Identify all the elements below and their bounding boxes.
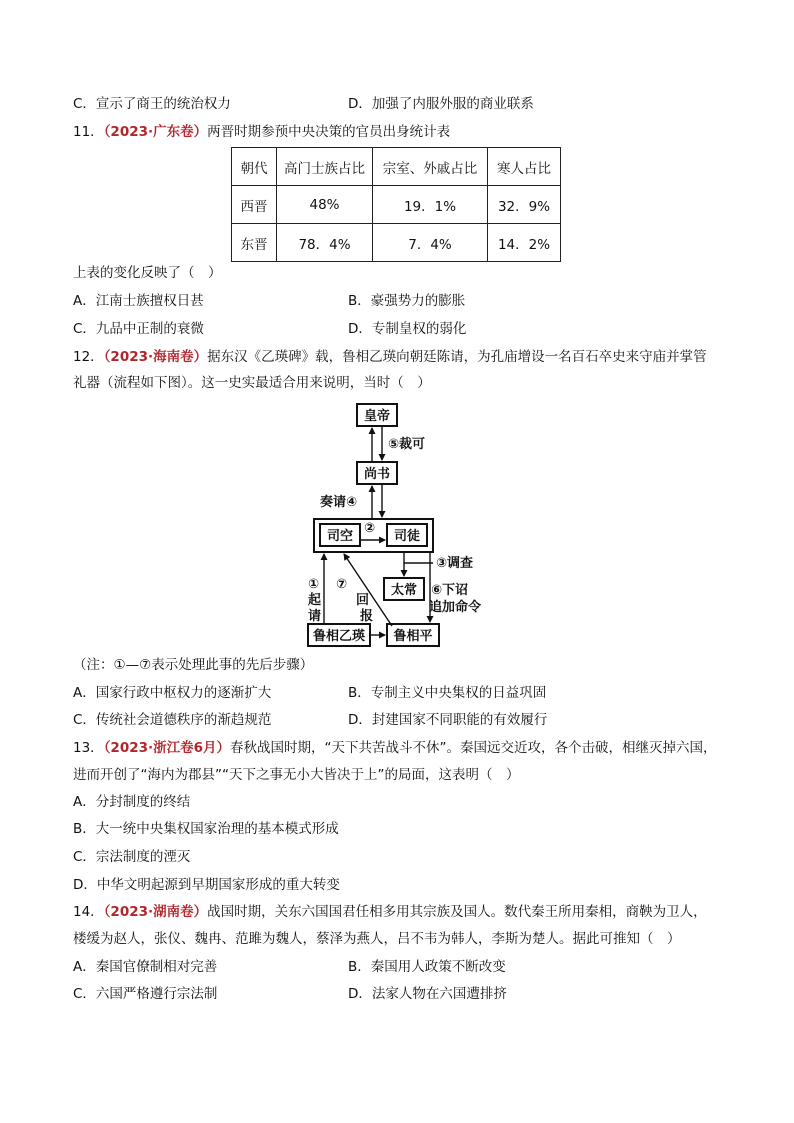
q13-number: 13． — [73, 740, 104, 756]
q14-option-c: C．六国严格遵行宗法制 — [73, 986, 218, 1002]
q11-option-c: C．九品中正制的衰微 — [73, 321, 204, 337]
q14-source: （2023·湖南卷） — [103, 904, 208, 920]
label-step1-circle: ① — [308, 577, 320, 592]
label-shangshu: 尚书 — [363, 467, 391, 482]
q14-stem-line2: 楼缓为赵人，张仪、魏冉、范雎为魏人，蔡泽为燕人，吕不韦为韩人，李斯为楚人。据此可推知（ ） — [73, 931, 681, 947]
table-row — [232, 186, 561, 224]
q11-statistics-table — [231, 147, 561, 262]
arrow-situ-to-taichang — [404, 563, 433, 576]
q12-option-b: B．专制主义中央集权的日益巩固 — [348, 685, 547, 701]
q13-source: （2023·浙江卷6月） — [103, 740, 231, 756]
q14-option-b: B．秦国用人政策不断改变 — [348, 959, 506, 975]
q13-stem-line1 — [73, 739, 717, 757]
q13-option-b: B．大一统中央集权国家治理的基本模式形成 — [73, 821, 339, 837]
table-header-cell: 寒人占比 — [488, 148, 561, 186]
q12-flow-diagram — [300, 398, 482, 650]
q13-option-a: A．分封制度的终结 — [73, 794, 191, 810]
label-luxiang-yiying: 鲁相乙瑛 — [312, 629, 366, 644]
table-cell: 48% — [277, 186, 373, 224]
label-step1-a: 起 — [308, 593, 322, 608]
q12-stem-line1 — [73, 348, 707, 366]
label-step6b: 追加命令 — [429, 600, 482, 615]
q13-option-c: C．宗法制度的湮灭 — [73, 849, 191, 865]
q11-option-a: A．江南士族擅权日甚 — [73, 293, 204, 309]
label-step6a: ⑥下诏 — [431, 583, 469, 598]
label-luxiang-ping: 鲁相平 — [393, 629, 433, 644]
q11-question: 上表的变化反映了（ ） — [73, 265, 222, 281]
q14-stem-text: 战国时期，关东六国国君任相多用其宗族及国人。数代秦王所用秦相，商鞅为卫人， — [207, 904, 707, 920]
q11-source: （2023·广东卷） — [103, 124, 208, 140]
q14-stem-line1 — [73, 903, 707, 921]
q12-number: 12． — [73, 349, 104, 365]
q13-stem-text: 春秋战国时期，“天下共苦战斗不休”。秦国远交近攻，各个击破，相继灭掉六国， — [230, 740, 717, 756]
label-step7-circle: ⑦ — [336, 577, 348, 592]
q11-stem — [73, 123, 450, 141]
q12-stem-text: 据东汉《乙瑛碑》载，鲁相乙瑛向朝廷陈请，为孔庙增设一名百石卒史来守庙并掌管 — [207, 349, 707, 365]
table-cell: 西晋 — [232, 186, 277, 224]
table-cell: 14．2% — [488, 224, 561, 262]
label-situ: 司徒 — [393, 529, 421, 544]
label-step2: ② — [364, 521, 376, 536]
q11-stem-text: 两晋时期参预中央决策的官员出身统计表 — [207, 124, 451, 140]
table-header-cell: 朝代 — [232, 148, 277, 186]
table-cell: 东晋 — [232, 224, 277, 262]
q12-option-a: A．国家行政中枢权力的逐渐扩大 — [73, 685, 272, 701]
table-cell: 7．4% — [373, 224, 488, 262]
q12-option-c: C．传统社会道德秩序的渐趋规范 — [73, 712, 272, 728]
label-taichang: 太常 — [390, 583, 418, 598]
q10-option-c: C．宣示了商王的统治权力 — [73, 96, 231, 112]
q12-stem-line2: 礼器（流程如下图）。这一史实最适合用来说明，当时（ ） — [73, 375, 431, 391]
q14-number: 14． — [73, 904, 104, 920]
table-header-cell: 宗室、外戚占比 — [373, 148, 488, 186]
q12-source: （2023·海南卷） — [103, 349, 208, 365]
q13-option-d: D．中华文明起源到早期国家形成的重大转变 — [73, 877, 340, 893]
label-step7-a: 回 — [356, 593, 370, 608]
q11-option-b: B．豪强势力的膨胀 — [348, 293, 466, 309]
table-header-row — [232, 148, 561, 186]
label-step5: ⑤裁可 — [388, 437, 426, 452]
label-huangdi: 皇帝 — [363, 409, 391, 424]
q14-option-a: A．秦国官僚制相对完善 — [73, 959, 218, 975]
label-step3: ③调查 — [436, 556, 474, 571]
table-header-cell: 高门士族占比 — [277, 148, 373, 186]
label-sikong: 司空 — [326, 529, 354, 544]
q12-option-d: D．封建国家不同职能的有效履行 — [348, 712, 548, 728]
label-step7-b: 报 — [360, 609, 374, 624]
q11-number: 11． — [73, 124, 104, 140]
q14-option-d: D．法家人物在六国遭排挤 — [348, 986, 507, 1002]
table-row — [232, 224, 561, 262]
label-step4: 奏请④ — [320, 495, 358, 510]
q11-option-d: D．专制皇权的弱化 — [348, 321, 467, 337]
table-cell: 19．1% — [373, 186, 488, 224]
q10-option-d: D．加强了内服外服的商业联系 — [348, 96, 534, 112]
table-cell: 32．9% — [488, 186, 561, 224]
q13-stem-line2: 进而开创了“海内为郡县”“天下之事无小大皆决于上”的局面，这表明（ ） — [73, 767, 520, 783]
label-step1-b: 请 — [308, 609, 322, 624]
q12-note: （注：①—⑦表示处理此事的先后步骤） — [73, 657, 314, 673]
table-cell: 78．4% — [277, 224, 373, 262]
